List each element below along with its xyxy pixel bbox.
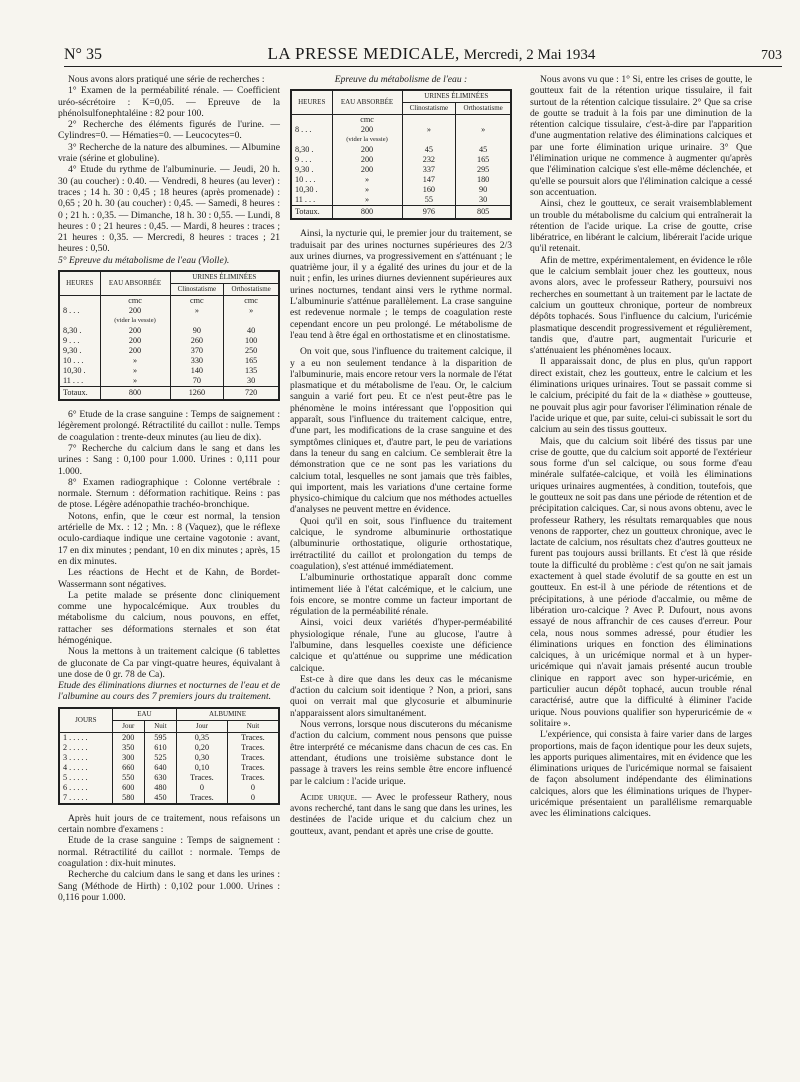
- table-row: 5 . . . . . 550 630 Traces. Traces.: [59, 773, 279, 783]
- column-left: [58, 74, 280, 903]
- paragraph: Ainsi, la nycturie qui, le premier jour du traitement, se traduisait par des urines nocturnes supérieures des 2/3 aux urines diurnes, va progressivement en s'atténuant ; le quatrième jour, il y a égalité des urines du jour et de la nuit ; enfin, les urines diurnes deviennent supérieures aux urines nocturnes, tendant ainsi vers le rythme normal. L'albuminurie s'atténue parallèlement. La crase sanguine est redevenue normale ; le temps de coagulation reste cependant encore un peu prolongé. Le métabolisme de l'eau tend à être égal en orthostatisme et en clinostatisme.: [290, 228, 512, 341]
- paragraph: 2° Recherche des éléments figurés de l'urine. — Cylindres=0. — Hématies=0. — Leucocytes=0.: [58, 119, 280, 142]
- paragraph: Mais, que du calcium soit libéré des tissus par une crise de goutte, que du calcium soit apporté de l'extérieur sous forme d'un sel calcique, ou sous forme d'eau minérale sulfatée-calcique, et voilà les éliminations uriques urinaires augmentées, à condition, toutefois, que le goutteux ne soit pas dans une période de rétention et de précipitation calciques. Car, si nous avons obtenu, avec le professeur Rathery, les résultats remarquables que nous venons de rapporter, chez un goutteux chronique, avec le lactate de calcium, nos résultats chez d'autres goutteux ne furent pas toujours aussi brillants. Et c'est là que réside toute la difficulté du problème : c'est qu'on ne sait jamais exactement à quel stade évolutif de sa goutte en est un goutteux. En est-il à une période de rétentions et de précipitations, à une période d'accalmie, ou même de libération uro-calcique ? Avec P. Dufourt, nous avons essayé de nous affranchir de ces causes d'erreur. Pour cela, nous nous sommes adressé, pour étudier les éliminations uriques en fonction des éliminations calciques, à un uricémique normal et à un hyper-uricémique qui n'avait jamais présenté aucun trouble clinique en rapport avec son hyper-uricémie, en particulier aucun dépôt tophacé, aucun trouble rénal caractérisé, autre que la difficulté à éliminer l'acide urique. Nous pouvions qualifier son hyperuricémie de « solitaire ».: [530, 435, 752, 729]
- paragraph: Il apparaissait donc, de plus en plus, qu'un rapport direct existait, chez les goutteux, entre le calcium et les éliminations uriques urinaires. Tout se passait comme si le calcium, précipité du fait de la « diathèse » goutteuse, ne pouvait plus agir pour favoriser l'élimination rénale de l'acide urique et que, par suite, celui-ci subissait le sort du calcium au sein des tissus goutteux.: [530, 356, 752, 436]
- issue-number: N° 35: [64, 46, 102, 63]
- th-urines: URINES ÉLIMINÉES: [402, 90, 511, 103]
- paragraph: Ainsi, voici deux variétés d'hyper-perméabilité physiologique rénale, l'une au glucose, l'autre à l'albumine, dans lesquelles coexiste une déficience calcique et qu'atténue ou supprime une médication calcique.: [290, 617, 512, 674]
- th-jours: JOURS: [59, 708, 112, 733]
- table-row: 7 . . . . . 580 450 Traces. 0: [59, 793, 279, 804]
- table-row: (vider la vessie): [59, 316, 279, 326]
- paragraph-text: — Avec le professeur Rathery, nous avons recherché, tant dans le sang que dans les urines, les destinées de l'acide urique et du calcium chez un goutteux, avant, pendant et après une crise de goutte.: [290, 791, 512, 837]
- unit-cell: cmc: [100, 296, 170, 307]
- table-row: (vider la vessie): [291, 135, 511, 145]
- unit-cell: cmc: [170, 296, 224, 307]
- th-ortho: Orthostatisme: [456, 103, 511, 115]
- th-heures: HEURES: [59, 271, 100, 296]
- table-row: 9,30 . 200 337 295: [291, 165, 511, 175]
- paragraph: Afin de mettre, expérimentalement, en évidence le rôle que le calcium semblait jouer chez les goutteux, nous avons alors, avec le professeur Rathery, poursuivi nos recherches en soumettant à un traitement par le lactate de calcium un goutteux chronique, porteur de nombreux dépôts tophacés. Sous l'influence du calcium, l'uricémie plasmatique descendit progressivement et régulièrement, tandis que, d'autre part, augmentait l'uricurie et s'atténuaient les phénomènes locaux.: [530, 254, 752, 357]
- daily-elimination-table: [58, 707, 280, 805]
- paragraph: Nous la mettons à un traitement calcique (6 tablettes de gluconate de Ca par vingt-quatre heures, équivalant à une dose de 0 gr. 78 de Ca).: [58, 646, 280, 680]
- th-eau: EAU ABSORBÉE: [332, 90, 402, 115]
- column-middle: [290, 74, 512, 837]
- th-clino: Clinostatisme: [402, 103, 456, 115]
- paragraph: La petite malade se présente donc cliniquement comme une hypocalcémique. Aux troubles du métabolisme du calcium, nous pouvons, en effet, rattacher ses déformations sternales et son état hémogénique.: [58, 589, 280, 646]
- paragraph: Nous verrons, lorsque nous discuterons du mécanisme d'action du calcium, comment nous pensons que puisse être interprété ce mécanisme dans chacun de ces cas. En attendant, étudions une troisième substance dont le passage à travers les reins semble être encore influencé par le calcium : l'acide urique.: [290, 719, 512, 787]
- table-row: 2 . . . . . 350 610 0,20 Traces.: [59, 743, 279, 753]
- th-jour: Jour: [177, 720, 228, 732]
- paragraph: 1° Examen de la perméabilité rénale. — Coefficient uréo-sécrétoire : K=0,05. — Epreuve de la phénolsulfonephtaléine : 82 pour 100.: [58, 85, 280, 119]
- unit-cell: cmc: [224, 296, 279, 307]
- column-right: [530, 74, 752, 820]
- th-clino: Clinostatisme: [170, 284, 224, 296]
- paragraph: 8° Examen radiographique : Colonne vertébrale : normale. Sternum : déformation rachitique. Reins : pas de ptose. Légère adénopathie trachéo-bronchique.: [58, 476, 280, 511]
- table-total-row: Totaux. 800 976 805: [291, 206, 511, 220]
- table-row: 1 . . . . . 200 595 0,35 Traces.: [59, 732, 279, 743]
- paragraph: Nous avons alors pratiqué une série de recherches :: [68, 74, 265, 85]
- table-row: 9 . . . 200 260 100: [59, 336, 279, 346]
- paragraph: Recherche du calcium dans le sang et dans les urines : Sang (Méthode de Hirth) : 0,102 pour 1.000. Urines : 0,116 pour 1.000.: [58, 869, 280, 903]
- table-row: 8 . . . 200 » »: [59, 306, 279, 316]
- section-lead: Acide urique.: [300, 791, 357, 803]
- th-eau: EAU ABSORBÉE: [100, 271, 170, 296]
- th-heures: HEURES: [291, 90, 332, 115]
- paragraph: Notons, enfin, que le cœur est normal, la tension artérielle de Mx. : 12 ; Mn. : 8 (Vaquez), que le réflexe oculo-cardiaque indique une certaine vagotonie : avant, 17 en dix minutes ; pendant, 10 en dix minutes ; après, 15 en dix minutes.: [58, 510, 280, 567]
- water-metabolism-table-2: [290, 89, 512, 220]
- paragraph: L'albuminurie orthostatique apparaît donc comme intimement liée à l'état calcémique, et le calcium, une fois encore, se montre comme un facteur important de régulation de la perméabilité rénale.: [290, 572, 512, 618]
- table-row: 11 . . . » 55 30: [291, 195, 511, 206]
- th-urines: URINES ÉLIMINÉES: [170, 271, 279, 284]
- unit-cell: cmc: [332, 115, 402, 126]
- paragraph: Ainsi, chez le goutteux, ce serait vraisemblablement un trouble du métabolisme du calcium qui entraînerait la rétention de l'acide urique. La crise de goutte, crise libératrice, en libérant le calcium, libérerait l'acide urique qu'il retenait.: [530, 198, 752, 255]
- th-albumine: ALBUMINE: [177, 708, 279, 721]
- th-nuit: Nuit: [144, 720, 176, 732]
- table-caption: 5° Epreuve du métabolisme de l'eau (Violle).: [58, 254, 230, 266]
- paragraph: 4° Etude du rythme de l'albuminurie. — Jeudi, 20 h. 30 (au coucher) : 0.40. — Vendredi, 8 heures (au lever) : traces ; 14 h. 30 : 0,45 ; 18 heures (après promenade) : 0,65 ; 20 h. 30 (au coucher) : 0,45. — Samedi, 8 heures : 0 ; 21 h. : 0,35. — Dimanche, 18 h. 30 : 0,55. — Lundi, 8 heures : 0 ; 21 heures : 0,45. — Mardi, 8 heures : traces ; 21 heures : 0,35. — Mercredi, 8 heures : traces ; 21 heures : 0,50.: [58, 164, 280, 255]
- table-total-row: Totaux. 800 1260 720: [59, 387, 279, 401]
- page-number: 703: [761, 48, 782, 63]
- paragraph: 6° Etude de la crase sanguine : Temps de saignement : légèrement prolongé. Rétractilité du caillot : nulle. Temps de coagulation : trente-deux minutes (au lieu de dix).: [58, 409, 280, 443]
- paragraph: 7° Recherche du calcium dans le sang et dans les urines : Sang : 0,100 pour 1.000. Urines : 0,111 pour 1.000.: [58, 442, 280, 477]
- paragraph: Après huit jours de ce traitement, nous refaisons un certain nombre d'examens :: [58, 812, 280, 836]
- table-row: 9 . . . 200 232 165: [291, 155, 511, 165]
- table-row: 10 . . . » 330 165: [59, 356, 279, 366]
- table-row: 3 . . . . . 300 525 0,30 Traces.: [59, 753, 279, 763]
- paragraph: Quoi qu'il en soit, sous l'influence du traitement calcique, le syndrome albuminurie orthostatique (albuminurie orthostatique, oligurie orthostatique, irrétractilité du caillot et prolongation du temps de coagulation), s'est atténué immédiatement.: [290, 515, 512, 572]
- issue-date: Mercredi, 2 Mai 1934: [463, 47, 596, 63]
- th-ortho: Orthostatisme: [224, 284, 279, 296]
- th-eau: EAU: [112, 708, 176, 721]
- table-caption: Epreuve du métabolisme de l'eau :: [334, 74, 468, 85]
- paragraph: On voit que, sous l'influence du traitement calcique, il y a eu non seulement tendance à la disparition de l'albuminurie, mais encore retour vers la normale de l'état plasmatique et du métabolisme de l'eau. Or, le calcium sanguin a varié fort peu. Et ce n'est peut-être pas le phénomène le moins intéressant que l'opposition qui apparaît, sous l'influence du traitement calcique, entre, d'une part, les modifications de la crase sanguine et des symptômes cliniques et, d'autre part, le peu de variations dans la teneur du sang en calcium. Ce semblerait être la démonstration que ce ne sont pas les variations du calcium total, lesquelles ne sont jamais que très faibles, qui importent, mais les variations d'une certaine forme physico-chimique du calcium que nos méthodes actuelles d'analyses ne peuvent mettre en évidence.: [290, 346, 512, 516]
- table-row: 8,30 . 200 45 45: [291, 145, 511, 155]
- table-row: 6 . . . . . 600 480 0 0: [59, 783, 279, 793]
- paragraph: 3° Recherche de la nature des albumines. — Albumine vraie (sérine et globuline).: [58, 141, 280, 165]
- paragraph: L'expérience, qui consista à faire varier dans de larges proportions, mais de façon identique pour les deux sujets, les apports puriques alimentaires, mit en évidence que les éliminations uriques de l'uricémique normal se faisaient de façon absolument indépendante des éliminations calciques, alors que les éliminations uriques de l'hyper-uricémique présentaient un parallélisme remarquable avec les éliminations calciques.: [530, 729, 752, 820]
- table-caption: Etude des éliminations diurnes et nocturnes de l'eau et de l'albumine au cours des 7 premiers jours du traitement.: [58, 680, 280, 703]
- table-row: 4 . . . . . 660 640 0,10 Traces.: [59, 763, 279, 773]
- table-row: 10,30 . » 160 90: [291, 185, 511, 195]
- paragraph: [290, 792, 512, 837]
- journal-title: LA PRESSE MEDICALE,: [267, 44, 460, 63]
- table-row: 11 . . . » 70 30: [59, 376, 279, 387]
- th-nuit: Nuit: [227, 720, 279, 732]
- paragraph: Les réactions de Hecht et de Kahn, de Bordet-Wassermann sont négatives.: [58, 567, 280, 590]
- water-metabolism-table-1: [58, 270, 280, 401]
- page-header: [64, 44, 782, 67]
- table-row: 10,30 . » 140 135: [59, 366, 279, 376]
- paragraph: Est-ce à dire que dans les deux cas le mécanisme d'action du calcium soit identique ? Non, a priori, sans quoi on verrait mal que glycosurie et albuminurie n'apparaissent alors simultanément.: [290, 673, 512, 719]
- paragraph: Nous avons vu que : 1° Si, entre les crises de goutte, le goutteux fait de la rétention urique tissulaire, il fait surtout de la rétention calcique tissulaire. 2° Que sa crise de goutte se traduit à la fois par une diminution de la rétention calcique tissulaire, c'est-à-dire par l'apparition d'une augmentation relative des éliminations calciques et par une forte élimination urique urinaire. 3° Que l'élimination urique ne commence à augmenter qu'après que l'élimination calcique s'est elle-même déclenchée, et qu'elle se poursuit alors que l'élimination calcique a cessé son accentuation.: [530, 74, 752, 198]
- table-row: 8 . . . 200 » »: [291, 125, 511, 135]
- table-row: 10 . . . » 147 180: [291, 175, 511, 185]
- paragraph: Etude de la crase sanguine : Temps de saignement : normal. Rétractilité du caillot : normale. Temps de coagulation : dix-huit minutes.: [58, 835, 280, 869]
- th-jour: Jour: [112, 720, 144, 732]
- table-row: 9,30 . 200 370 250: [59, 346, 279, 356]
- table-row: 8,30 . 200 90 40: [59, 326, 279, 336]
